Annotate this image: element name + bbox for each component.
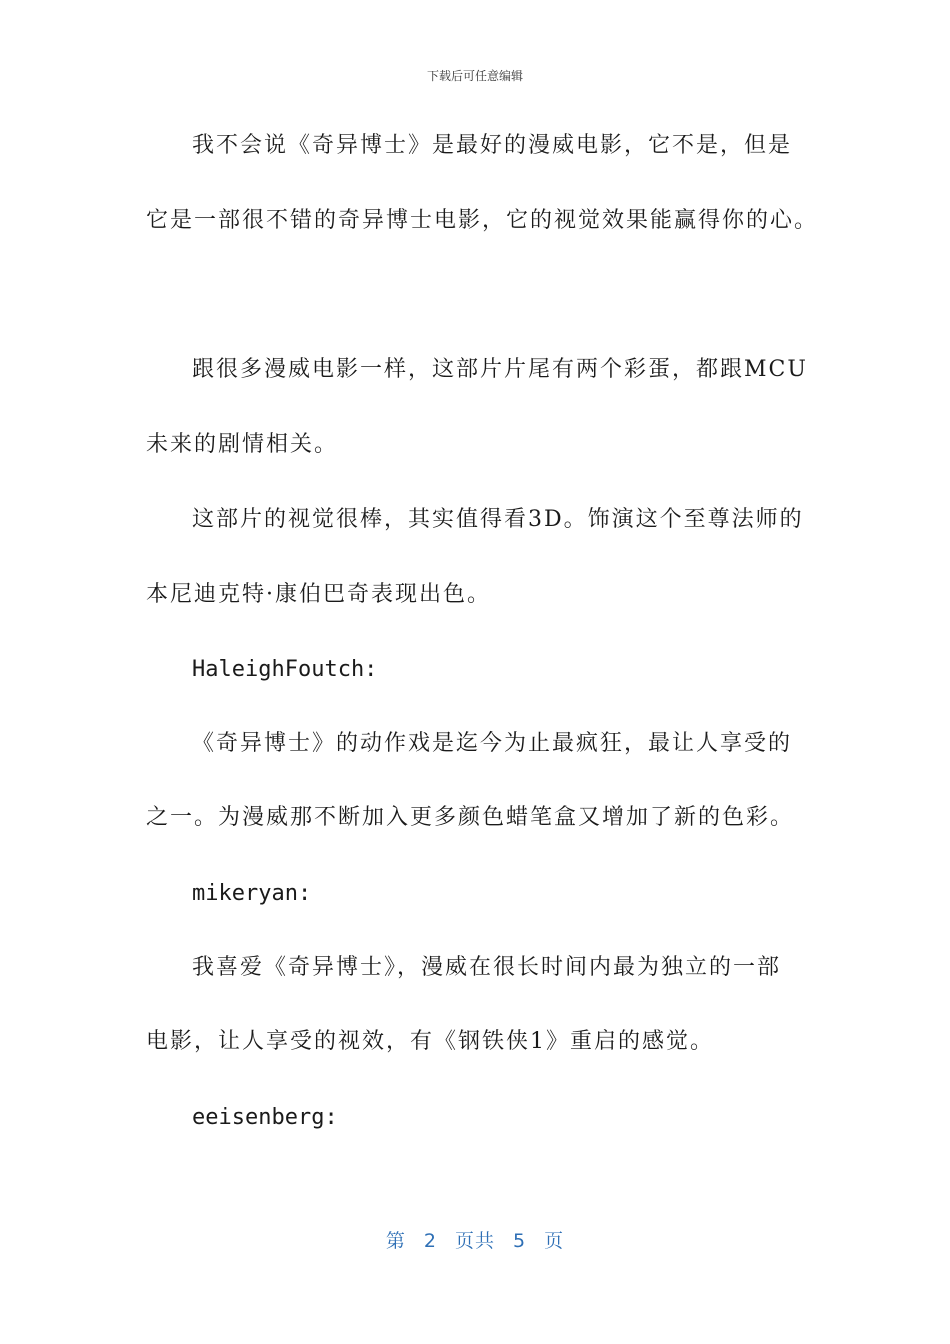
footer-total-pages: 5 (513, 1230, 527, 1252)
reviewer-name-mikeryan: mikeryan: (192, 881, 312, 906)
paragraph-1-line-1: 我不会说《奇异博士》是最好的漫威电影，它不是，但是 (192, 133, 793, 158)
paragraph-3-line-1: 这部片的视觉很棒，其实值得看3D。饰演这个至尊法师的 (192, 507, 804, 532)
footer-prefix: 第 (385, 1230, 406, 1252)
reviewer-name-eeisenberg: eeisenberg: (192, 1105, 338, 1130)
paragraph-2-line-1: 跟很多漫威电影一样，这部片片尾有两个彩蛋，都跟MCU (192, 357, 808, 382)
header-note: 下载后可任意编辑 (426, 69, 523, 83)
paragraph-4-line-2: 之一。为漫威那不断加入更多颜色蜡笔盒又增加了新的色彩。 (146, 805, 795, 830)
footer-suffix: 页 (544, 1230, 565, 1252)
paragraph-5-line-1: 我喜爱《奇异博士》，漫威在很长时间内最为独立的一部 (192, 955, 782, 980)
paragraph-4-line-1: 《奇异博士》的动作戏是迄今为止最疯狂，最让人享受的 (192, 731, 793, 756)
reviewer-name-haleighfoutch: HaleighFoutch: (192, 657, 378, 682)
paragraph-3-line-2: 本尼迪克特·康伯巴奇表现出色。 (146, 582, 491, 607)
paragraph-5-line-2: 电影，让人享受的视效，有《钢铁侠1》重启的感觉。 (146, 1029, 714, 1054)
footer-middle: 页共 (454, 1230, 495, 1252)
footer-current-page: 2 (423, 1230, 437, 1252)
paragraph-1-line-2: 它是一部很不错的奇异博士电影，它的视觉效果能赢得你的心。 (146, 208, 819, 233)
paragraph-2-line-2: 未来的剧情相关。 (146, 432, 339, 457)
page-footer (0, 1226, 950, 1253)
